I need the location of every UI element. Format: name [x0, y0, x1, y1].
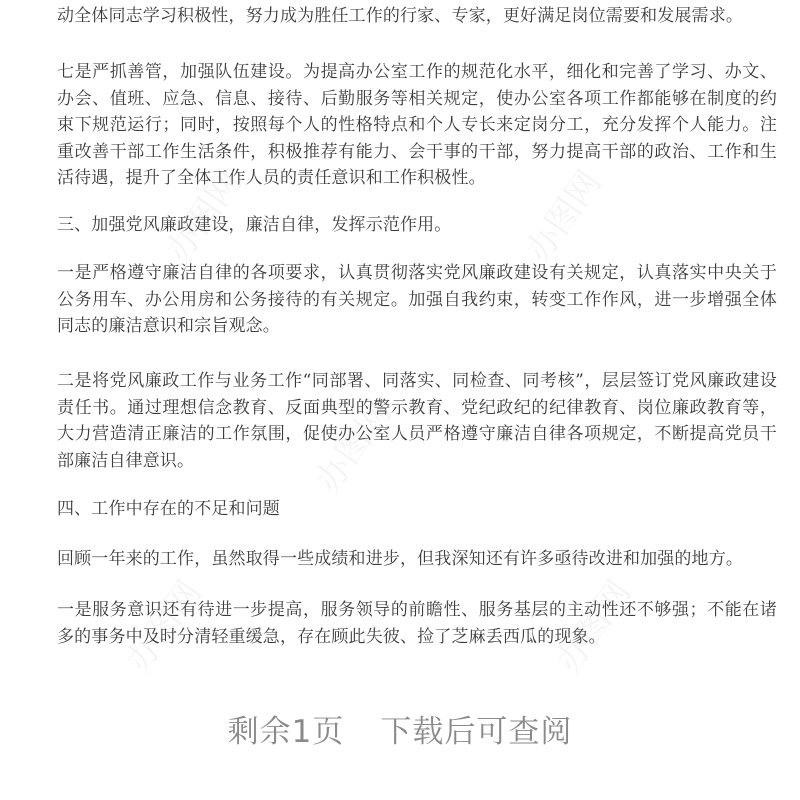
paragraph: 动全体同志学习积极性，努力成为胜任工作的行家、专家，更好满足岗位需要和发展需求。: [57, 6, 743, 26]
paragraph: 一是严格遵守廉洁自律的各项要求，认真贯彻落实党风廉政建设有关规定，认真落实中央关于公务用车、办公用房和公务接待的有关规定。加强自我约束，转变工作作风，进一步增强全体同志的廉洁意识和宗旨观念。: [57, 263, 777, 336]
section-heading: 四、工作中存在的不足和问题: [57, 499, 280, 519]
paragraph: 二是将党风廉政工作与业务工作“同部署、同落实、同检查、同考核”，层层签订党风廉政建设责任书。通过理想信念教育、反面典型的警示教育、党纪政纪的纪律教育、岗位廉政教育等，大力营造清正廉洁的工作氛围，促使办公室人员严格遵守廉洁自律各项规定，不断提高党员干部廉洁自律意识。: [57, 371, 777, 471]
download-to-view-label: 下载后可查阅: [380, 714, 573, 750]
paragraph: 一是服务意识还有待进一步提高，服务领导的前瞻性、服务基层的主动性还不够强；不能在诸多的事务中及时分清轻重缓急，存在顾此失彼、捡了芝麻丢西瓜的现象。: [57, 600, 777, 647]
section-heading: 三、加强党风廉政建设，廉洁自律，发挥示范作用。: [57, 215, 452, 235]
download-prompt[interactable]: [0, 706, 800, 751]
paragraph: 回顾一年来的工作，虽然取得一些成绩和进步，但我深知还有许多亟待改进和加强的地方。: [57, 549, 743, 569]
remaining-pages-label: 剩余1页: [227, 714, 345, 750]
paragraph: 七是严抓善管，加强队伍建设。为提高办公室工作的规范化水平，细化和完善了学习、办文、办会、值班、应急、信息、接待、后勤服务等相关规定，使办公室各项工作都能够在制度的约束下规范运行；同时，按照每个人的性格特点和个人专长来定岗分工，充分发挥个人能力。注重改善干部工作生活条件，积极推荐有能力、会干事的干部，努力提高干部的政治、工作和生活待遇，提升了全体工作人员的责任意识和工作积极性。: [57, 62, 777, 188]
